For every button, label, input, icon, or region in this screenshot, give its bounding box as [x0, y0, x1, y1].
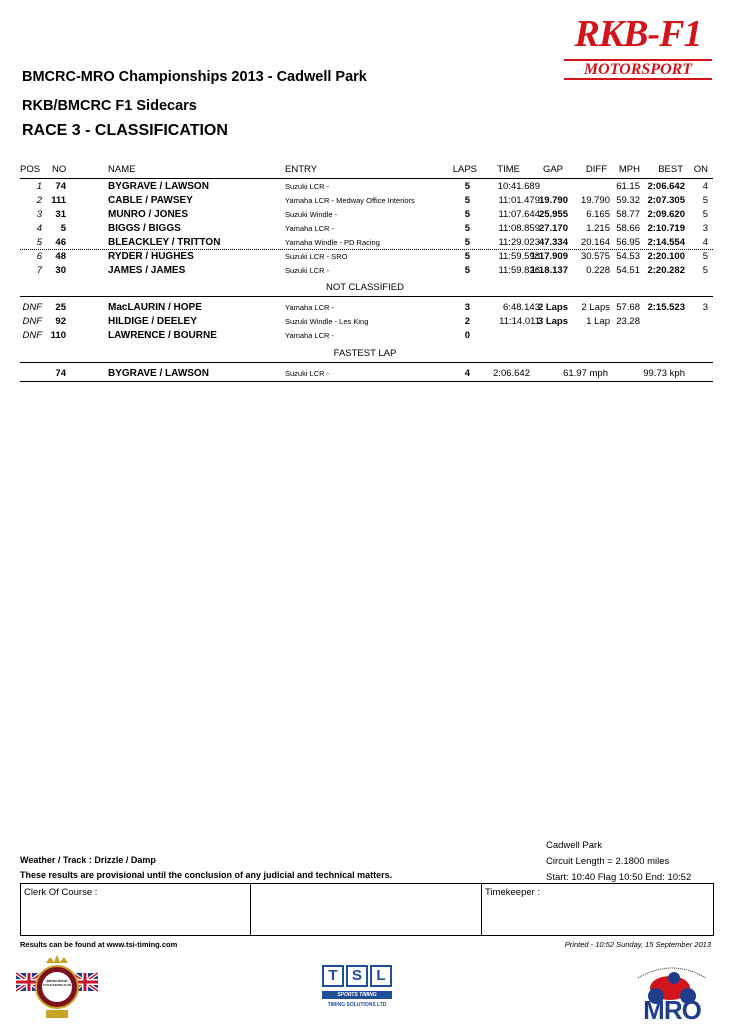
timekeeper-label: Timekeeper :	[485, 887, 541, 898]
cell-name: HILDIGE / DEELEY	[108, 316, 197, 327]
cell-time: 11:01.479	[498, 195, 540, 206]
cell-on: 4	[702, 237, 708, 248]
cell-laps: 5	[464, 181, 470, 192]
cell-gap: 19.790	[538, 195, 568, 206]
col-name: NAME	[108, 164, 136, 175]
cell-no: 46	[55, 237, 66, 248]
cell-best: 2:10.719	[647, 223, 685, 234]
cell-mph: 59.32	[616, 195, 640, 206]
cell-no: 48	[55, 251, 66, 262]
dotted-divider	[20, 249, 713, 250]
cell-laps: 5	[464, 237, 470, 248]
cell-gap: 2 Laps	[537, 302, 568, 313]
table-row	[0, 180, 730, 194]
signature-box	[20, 883, 714, 936]
cell-no: 30	[55, 265, 66, 276]
cell-mph: 58.66	[616, 223, 640, 234]
col-diff: DIFF	[585, 164, 607, 175]
cell-diff: 1.215	[586, 223, 610, 234]
circuit-name: Cadwell Park	[546, 840, 602, 851]
cell-no: 74	[55, 181, 66, 192]
col-mph: MPH	[618, 164, 640, 175]
fl-rule	[20, 362, 713, 363]
cell-time: 11:59.826	[498, 265, 540, 276]
cell-pos: 4	[36, 223, 42, 234]
cell-name: MacLAURIN / HOPE	[108, 302, 202, 313]
col-laps: LAPS	[452, 164, 477, 175]
logo-bottom-text: MOTORSPORT	[564, 59, 712, 80]
fl-bottom-rule	[20, 381, 713, 382]
circuit-times: Start: 10:40 Flag 10:50 End: 10:52	[546, 872, 692, 883]
cell-mph: 57.68	[616, 302, 640, 313]
cell-pos: 3	[36, 209, 42, 220]
clerk-cell	[21, 884, 251, 935]
cell-pos: DNF	[22, 302, 42, 313]
col-gap: GAP	[542, 164, 563, 175]
fl-kph: 99.73 kph	[643, 368, 685, 379]
cell-time: 6:48.143	[503, 302, 540, 313]
col-pos: POS	[20, 164, 41, 175]
table-row	[0, 236, 730, 250]
printed-timestamp: Printed - 10:52 Sunday, 15 September 2013	[564, 940, 711, 949]
cell-on: 5	[702, 195, 708, 206]
cell-name: CABLE / PAWSEY	[108, 195, 193, 206]
table-row	[0, 264, 730, 278]
cell-entry: Suzuki LCR -	[285, 182, 330, 191]
cell-diff: 1 Lap	[586, 316, 610, 327]
cell-laps: 5	[464, 195, 470, 206]
table-row	[0, 329, 730, 343]
cell-diff: 20.164	[580, 237, 610, 248]
logo-top-text: RKB-F1	[574, 13, 702, 55]
cell-entry: Yamaha LCR -	[285, 331, 335, 340]
cell-gap: 47.334	[538, 237, 568, 248]
table-row	[0, 194, 730, 208]
cell-entry: Yamaha LCR -	[285, 303, 335, 312]
tsl-letter-s: S	[346, 965, 368, 987]
cell-pos: 5	[36, 237, 42, 248]
cell-gap: 3 Laps	[537, 316, 568, 327]
cell-best: 2:07.305	[647, 195, 685, 206]
cell-mph: 58.77	[616, 209, 640, 220]
cell-pos: 6	[36, 251, 42, 262]
cell-no: 92	[55, 316, 66, 327]
cell-on: 5	[702, 209, 708, 220]
cell-no: 31	[55, 209, 66, 220]
cell-laps: 5	[464, 251, 470, 262]
cell-best: 2:15.523	[647, 302, 685, 313]
fl-time: 2:06.642	[493, 368, 530, 379]
cell-name: MUNRO / JONES	[108, 209, 189, 220]
cell-best: 2:14.554	[647, 237, 685, 248]
cell-time: 11:14.011	[499, 316, 540, 327]
cell-time: 11:08.859	[498, 223, 540, 234]
circuit-info	[546, 838, 691, 886]
cell-name: BYGRAVE / LAWSON	[108, 181, 209, 192]
cell-time: 11:07.644	[498, 209, 540, 220]
cell-diff: 6.165	[586, 209, 610, 220]
cell-time: 11:59.598	[498, 251, 540, 262]
table-row	[0, 315, 730, 329]
bmcrc-text: BRITISH MOTOR CYCLE RACING CLUB	[43, 980, 71, 987]
cell-on: 3	[702, 223, 708, 234]
cell-entry: Yamaha LCR -	[285, 224, 335, 233]
cell-diff: 0.228	[586, 265, 610, 276]
cell-name: JAMES / JAMES	[108, 265, 186, 276]
cell-gap: 1:17.909	[530, 251, 568, 262]
cell-entry: Suzuki Windle -	[285, 210, 338, 219]
class-title: RKB/BMCRC F1 Sidecars	[22, 98, 197, 114]
cell-name: RYDER / HUGHES	[108, 251, 194, 262]
cell-best: 2:09.620	[647, 209, 685, 220]
mro-text: MRO	[643, 995, 701, 1025]
cell-mph: 56.95	[616, 237, 640, 248]
bmcrc-logo	[16, 955, 98, 1025]
results-url: Results can be found at www.tsi-timing.com	[20, 940, 178, 949]
tsl-sub2: TIMING SOLUTIONS LTD	[327, 1002, 387, 1008]
mro-logo	[630, 958, 714, 1026]
fl-lap: 4	[464, 368, 470, 379]
cell-laps: 0	[464, 330, 470, 341]
championship-title: BMCRC-MRO Championships 2013 - Cadwell Park	[22, 69, 367, 85]
cell-name: BIGGS / BIGGS	[108, 223, 181, 234]
cell-best: 2:20.100	[647, 251, 685, 262]
cell-mph: 23.28	[616, 316, 640, 327]
cell-name: LAWRENCE / BOURNE	[108, 330, 217, 341]
cell-diff: 19.790	[580, 195, 610, 206]
tsl-letter-l: L	[370, 965, 392, 987]
circuit-length: Circuit Length = 2.1800 miles	[546, 856, 670, 867]
cell-diff: 30.575	[580, 251, 610, 262]
fastest-lap-row	[0, 367, 730, 381]
cell-entry: Suzuki LCR - SRO	[285, 252, 348, 261]
blank-cell	[251, 884, 482, 935]
cell-pos: 2	[36, 195, 42, 206]
cell-entry: Suzuki LCR -	[285, 266, 330, 275]
col-on: ON	[693, 164, 708, 175]
cell-mph: 54.51	[616, 265, 640, 276]
not-classified-title: NOT CLASSIFIED	[326, 282, 404, 293]
col-entry: ENTRY	[285, 164, 318, 175]
cell-on: 3	[702, 302, 708, 313]
cell-no: 110	[50, 330, 66, 341]
column-headers	[0, 163, 730, 177]
cell-laps: 5	[464, 223, 470, 234]
cell-entry: Yamaha Windle - PD Racing	[285, 238, 380, 247]
cell-pos: DNF	[22, 316, 42, 327]
cell-gap: 25.955	[538, 209, 568, 220]
cell-best: 2:06.642	[647, 181, 685, 192]
cell-on: 5	[702, 251, 708, 262]
cell-laps: 3	[464, 302, 470, 313]
race-title: RACE 3 - CLASSIFICATION	[22, 122, 228, 139]
cell-on: 4	[702, 181, 708, 192]
cell-best: 2:20.282	[647, 265, 685, 276]
cell-mph: 61.15	[616, 181, 640, 192]
col-best: BEST	[658, 164, 683, 175]
cell-pos: DNF	[22, 330, 42, 341]
table-row	[0, 250, 730, 264]
col-time: TIME	[497, 164, 520, 175]
header-rule	[20, 178, 713, 179]
bmcrc-flags-icon	[16, 955, 98, 1025]
fl-entry: Suzuki LCR -	[285, 369, 330, 378]
cell-time: 10:41.689	[497, 181, 540, 192]
fastest-lap-title: FASTEST LAP	[333, 348, 397, 359]
cell-time: 11:29.023	[498, 237, 540, 248]
clerk-label: Clerk Of Course :	[24, 887, 98, 898]
cell-entry: Yamaha LCR - Medway Office Interiors	[285, 196, 415, 205]
cell-mph: 54.53	[616, 251, 640, 262]
cell-laps: 5	[464, 209, 470, 220]
cell-pos: 7	[36, 265, 42, 276]
cell-gap: 27.170	[538, 223, 568, 234]
rkb-f1-logo	[560, 14, 716, 78]
cell-on: 5	[702, 265, 708, 276]
cell-laps: 5	[464, 265, 470, 276]
tsl-logo	[322, 965, 394, 1015]
timekeeper-cell	[482, 884, 713, 935]
fl-name: BYGRAVE / LAWSON	[108, 368, 209, 379]
cell-entry: Suzuki Windle - Les King	[285, 317, 369, 326]
fl-mph: 61.97 mph	[563, 368, 608, 379]
provisional-text: These results are provisional until the conclusion of any judicial and technical matters.	[20, 870, 393, 880]
cell-no: 5	[60, 223, 66, 234]
table-row	[0, 208, 730, 222]
cell-no: 25	[55, 302, 66, 313]
fl-no: 74	[55, 368, 66, 379]
table-row	[0, 222, 730, 236]
tsl-sub1: SPORTS TIMING	[322, 991, 392, 999]
cell-no: 111	[51, 195, 66, 206]
table-row	[0, 301, 730, 315]
weather-text: Weather / Track : Drizzle / Damp	[20, 855, 156, 865]
col-no: NO	[52, 164, 67, 175]
cell-diff: 2 Laps	[581, 302, 610, 313]
cell-name: BLEACKLEY / TRITTON	[108, 237, 221, 248]
nc-rule	[20, 296, 713, 297]
cell-laps: 2	[464, 316, 470, 327]
tsl-letter-t: T	[322, 965, 344, 987]
cell-pos: 1	[36, 181, 42, 192]
cell-gap: 1:18.137	[530, 265, 568, 276]
